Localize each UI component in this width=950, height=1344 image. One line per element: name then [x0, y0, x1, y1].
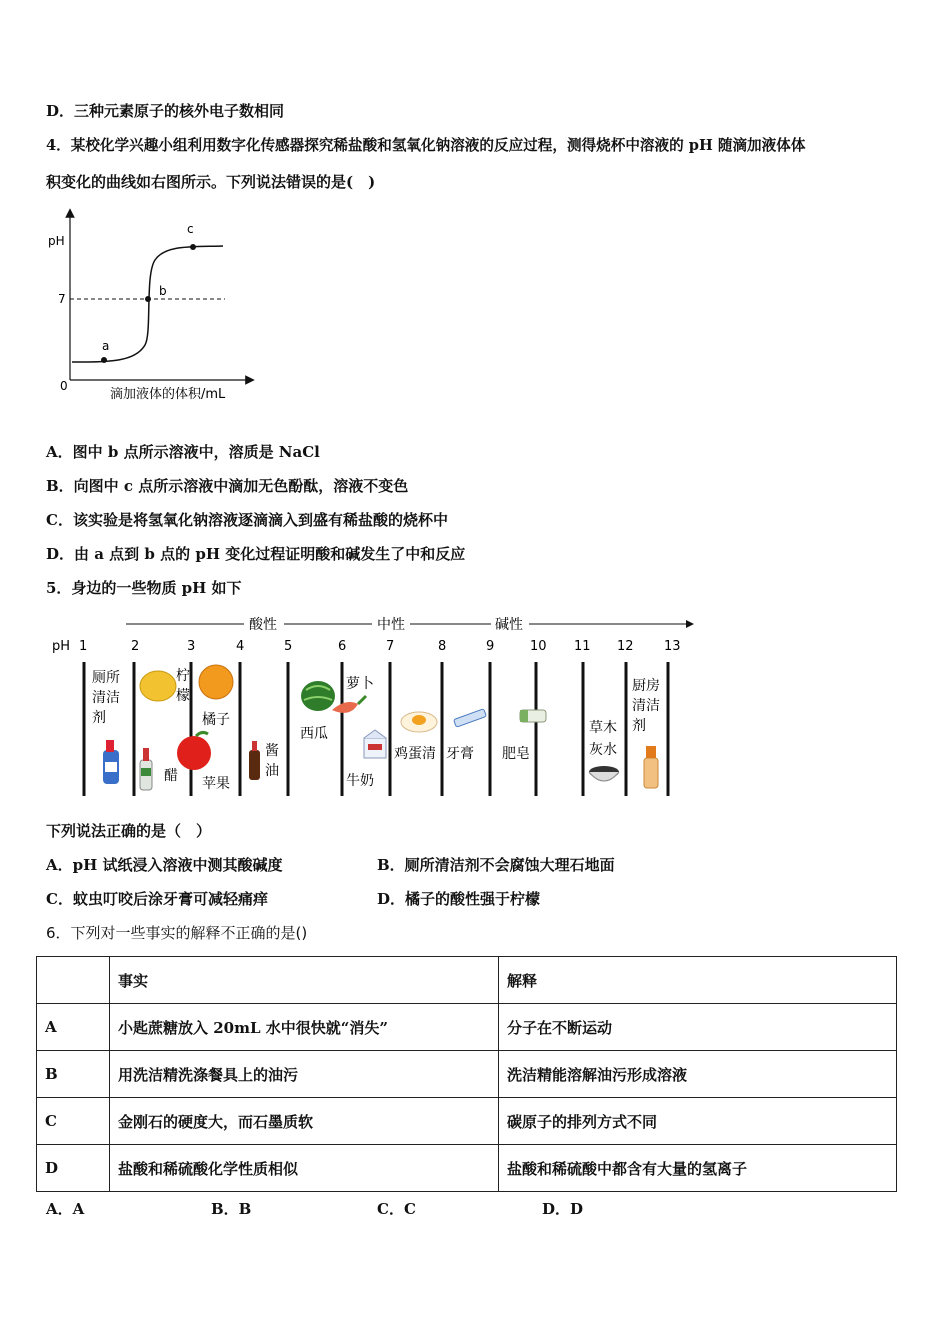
- egg-icon: [401, 712, 437, 732]
- egg-white-label: 鸡蛋清: [394, 746, 436, 762]
- origin-label: 0: [60, 379, 68, 393]
- ph-curve-graph: [40, 205, 270, 410]
- radish-label: 萝卜: [346, 676, 374, 692]
- ph-num-1: 1: [79, 639, 88, 654]
- ph-num-4: 4: [236, 639, 245, 654]
- header-cell-fact: 事实: [110, 957, 499, 1004]
- table-row: [37, 1051, 897, 1098]
- row-explanation: 碳原子的排列方式不同: [499, 1098, 897, 1145]
- row-explanation: 洗洁精能溶解油污形成溶液: [499, 1051, 897, 1098]
- q5-question: 下列说法正确的是（ ）: [46, 822, 212, 840]
- orange-label: 橘子: [202, 712, 230, 728]
- toilet-cleaner-label-1: 厕所: [92, 670, 120, 686]
- lemon-label-2: 檬: [176, 688, 190, 704]
- lemon-icon: [140, 671, 176, 701]
- q5-option-c: C．蚊虫叮咬后涂牙膏可减轻痛痒: [46, 890, 268, 908]
- ph-num-6: 6: [338, 639, 347, 654]
- header-cell-blank: [37, 957, 110, 1004]
- kitchen-cleaner-label-1: 厨房: [632, 678, 660, 694]
- watermelon-icon: [301, 681, 335, 711]
- y-axis-label: pH: [48, 234, 65, 248]
- q5-option-b: B．厕所清洁剂不会腐蚀大理石地面: [377, 856, 615, 874]
- kitchen-cleaner-bottle-icon: [644, 746, 658, 788]
- row-explanation: 分子在不断运动: [499, 1004, 897, 1051]
- milk-carton-icon: [364, 730, 386, 758]
- ph-num-8: 8: [438, 639, 447, 654]
- ph-num-10: 10: [530, 639, 547, 654]
- acidic-label: 酸性: [249, 617, 277, 633]
- ph-num-5: 5: [284, 639, 293, 654]
- table-row: [37, 1145, 897, 1192]
- table-header-row: [37, 957, 897, 1004]
- ph-num-7: 7: [386, 639, 395, 654]
- row-fact: 小匙蔗糖放入 20mL 水中很快就“消失”: [110, 1004, 499, 1051]
- row-letter: C: [37, 1098, 110, 1145]
- ph-curve: [72, 246, 223, 362]
- point-c-label: c: [187, 222, 194, 236]
- point-a-dot: [101, 357, 107, 363]
- row-fact: 用洗洁精洗涤餐具上的油污: [110, 1051, 499, 1098]
- lemon-label-1: 柠: [176, 668, 190, 684]
- soy-sauce-bottle-icon: [249, 741, 260, 780]
- ph-scale-figure: [46, 610, 706, 802]
- q5-option-d: D．橘子的酸性强于柠檬: [377, 890, 541, 908]
- q4-option-a: A．图中 b 点所示溶液中，溶质是 NaCl: [46, 443, 320, 461]
- vinegar-label: 醋: [164, 768, 178, 784]
- soap-label: 肥皂: [502, 746, 530, 762]
- q4-stem-line2: 积变化的曲线如右图所示。下列说法错误的是( ): [46, 173, 376, 191]
- header-cell-explanation: 解释: [499, 957, 897, 1004]
- row-fact: 金刚石的硬度大，而石墨质软: [110, 1098, 499, 1145]
- toilet-cleaner-label-3: 剂: [92, 710, 106, 726]
- row-fact: 盐酸和稀硫酸化学性质相似: [110, 1145, 499, 1192]
- plant-ash-label-2: 灰水: [589, 742, 617, 758]
- point-c-dot: [190, 244, 196, 250]
- q4-option-d: D．由 a 点到 b 点的 pH 变化过程证明酸和碱发生了中和反应: [46, 545, 466, 563]
- ph-num-13: 13: [664, 639, 681, 654]
- table-row: [37, 1004, 897, 1051]
- ph-num-9: 9: [486, 639, 495, 654]
- q6-choice-a: A．A: [46, 1200, 85, 1218]
- basic-label: 碱性: [495, 617, 523, 633]
- ph-num-2: 2: [131, 639, 140, 654]
- q6-choice-b: B．B: [211, 1200, 252, 1218]
- vinegar-bottle-icon: [140, 748, 152, 790]
- toilet-cleaner-icon: [103, 740, 119, 784]
- toilet-cleaner-label-2: 清洁: [92, 690, 120, 706]
- q4-stem-line1: 4．某校化学兴趣小组利用数字化传感器探究稀盐酸和氢氧化钠溶液的反应过程，测得烧杯中溶液的 pH 随滴加液体体: [46, 137, 806, 154]
- kitchen-cleaner-label-2: 清洁: [632, 698, 660, 714]
- point-b-dot: [145, 296, 151, 302]
- q6-choice-c: C．C: [377, 1200, 416, 1218]
- q4-option-c: C．该实验是将氢氧化钠溶液逐滴滴入到盛有稀盐酸的烧杯中: [46, 511, 448, 529]
- row-letter: B: [37, 1051, 110, 1098]
- radish-icon: [332, 696, 366, 713]
- toothpaste-icon: [454, 709, 487, 727]
- toothpaste-label: 牙膏: [446, 746, 474, 762]
- x-axis-label: 滴加液体的体积/mL: [110, 387, 226, 402]
- point-b-label: b: [159, 284, 167, 298]
- q5-stem: 5．身边的一些物质 pH 如下: [46, 579, 242, 597]
- orange-icon: [199, 665, 233, 699]
- q6-stem: 6．下列对一些事实的解释不正确的是(): [46, 924, 308, 942]
- apple-label: 苹果: [202, 776, 230, 792]
- facts-table: [36, 956, 897, 1192]
- ph-num-12: 12: [617, 639, 634, 654]
- table-row: [37, 1098, 897, 1145]
- soy-sauce-label-2: 油: [265, 763, 279, 779]
- point-a-label: a: [102, 339, 110, 353]
- apple-icon: [177, 732, 211, 770]
- y-tick-7: 7: [58, 292, 66, 306]
- row-letter: A: [37, 1004, 110, 1051]
- q4-option-b: B．向图中 c 点所示溶液中滴加无色酚酞，溶液不变色: [46, 477, 409, 495]
- soy-sauce-label-1: 酱: [265, 743, 279, 759]
- kitchen-cleaner-label-3: 剂: [632, 718, 646, 734]
- ph-num-3: 3: [187, 639, 196, 654]
- q5-option-a: A．pH 试纸浸入溶液中测其酸碱度: [46, 856, 283, 874]
- plant-ash-bowl-icon: [589, 766, 619, 781]
- soap-icon: [520, 710, 546, 722]
- ph-scale-label: pH: [52, 639, 71, 654]
- row-letter: D: [37, 1145, 110, 1192]
- q3-option-d: D．三种元素原子的核外电子数相同: [46, 102, 285, 120]
- q6-choice-d: D．D: [542, 1200, 584, 1218]
- neutral-label: 中性: [377, 617, 405, 633]
- watermelon-label: 西瓜: [300, 726, 328, 742]
- ph-num-11: 11: [574, 639, 591, 654]
- plant-ash-label-1: 草木: [589, 720, 617, 736]
- milk-label: 牛奶: [346, 773, 374, 789]
- row-explanation: 盐酸和稀硫酸中都含有大量的氢离子: [499, 1145, 897, 1192]
